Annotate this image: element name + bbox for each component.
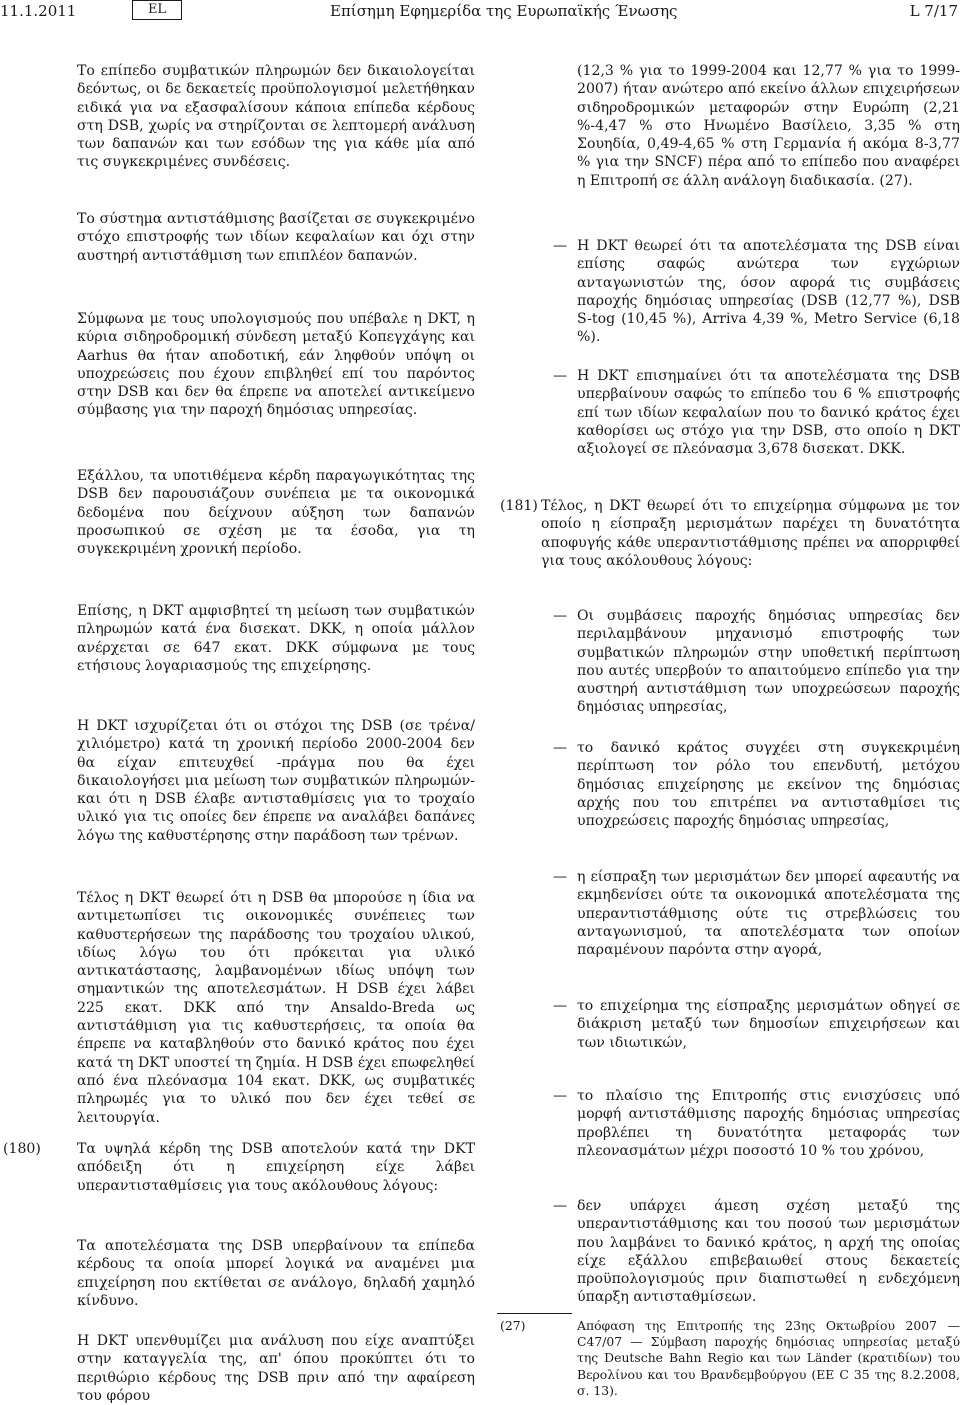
numbered-paragraph: [500, 497, 960, 570]
item-text: Σύμφωνα με τους υπολογισμούς που υπέβαλε η DKT, η κύρια σιδηροδρομική σύνδεση μεταξύ Κοπεγχάγης και Aarhus θα ήταν αποδοτική, εάν ληφθούν υπόψη οι υποχρεώσεις που έχουν επιβληθεί επί του παρόντος στην DSB και δεν θα έπρεπε να αποτελεί αντικείμενο σύμβασης για την παροχή δημόσιας υπηρεσίας.: [77, 311, 475, 419]
dash-marker: —: [553, 998, 568, 1014]
item-text: το δανικό κράτος συγχέει στη συγκεκριμένη περίπτωση τον ρόλο του επενδυτή, μετόχου δημόσιας επιχείρησης με εκείνον της δημόσιας αρχής που του επιτρέπει να αντισταθμίσει τις υποχρεώσεις παροχής δημόσιας υπηρεσίας,: [577, 740, 960, 830]
list-item: [553, 1197, 960, 1307]
paragraph-number: (181): [500, 498, 538, 514]
dash-marker: —: [553, 608, 568, 624]
list-item: [0, 1237, 475, 1310]
list-item: [553, 367, 960, 458]
list-item: [553, 607, 960, 717]
list-item: [553, 739, 960, 830]
list-item: [553, 237, 960, 347]
item-text: δεν υπάρχει άμεση σχέση μεταξύ της υπεραντιστάθμισης και του ποσού των μερισμάτων που λαμβάνει το δανικό κράτος, η αρχή της οποίας είχε εξάλλου επιβεβαιωθεί στους δεκαετείς προϋπολογισμούς πριν διαπιστωθεί η ενδεχόμενη ύπαρξη αντισταθμίσεων.: [577, 1198, 960, 1306]
list-item: [553, 868, 960, 959]
page-header: [0, 0, 960, 22]
dash-marker: —: [553, 869, 568, 885]
list-item: [0, 602, 475, 675]
footnote-number: (27): [500, 1318, 526, 1333]
item-text: (12,3 % για το 1999-2004 και 12,77 % για το 1999-2007) ήταν ανώτερο από εκείνο άλλων επιχειρήσεων σιδηροδρομικών μεταφορών στην Ευρώπη (2,21 %-4,47 % στο Ηνωμένο Βασίλειο, 3,35 % στη Σουηδία, 0,49-4,65 % στη Γερμανία ή ακόμα 8-3,77 % για την SNCF) πέρα από το επίπεδο που αναφέρει η Επιτροπή σε άλλη ανάλογη διαδικασία. (27).: [577, 63, 960, 189]
continued-paragraph: [577, 62, 960, 190]
item-text: Επίσης, η DKT αμφισβητεί τη μείωση των συμβατικών πληρωμών κατά ένα δισεκατ. DKK, η οποία μάλλον ανέρχεται σε 647 εκατ. DKK σύμφωνα με τους ετήσιους λογαριασμούς της επιχείρησης.: [77, 603, 475, 674]
dash-marker: —: [553, 1198, 568, 1214]
item-text: το πλαίσιο της Επιτροπής στις ενισχύσεις υπό μορφή αντιστάθμισης παροχής δημόσιας υπηρεσίας προβλέπει τη δυνατότητα μεταφοράς των πλεονασμάτων μέχρι ποσοστό 10 % του χρόνου,: [577, 1088, 960, 1159]
item-text: Το επίπεδο συμβατικών πληρωμών δεν δικαιολογείται δεόντως, οι δε δεκαετείς προϋπολογισμοί μελετήθηκαν ειδικά για να εξασφαλίσουν κάποια επίπεδα κέρδους στη DSB, χωρίς να στηρίζονται σε λεπτομερή ανάλυση των δαπανών και των εσόδων της για κάθε μία από τις συγκεκριμένες συνδέσεις.: [77, 63, 475, 171]
item-text: Τέλος η DKT θεωρεί ότι η DSB θα μπορούσε η ίδια να αντιμετωπίσει τις οικονομικές συνέπειες των καθυστερήσεων της παράδοσης του τροχαίου υλικού, ιδίως λόγω του ότι πρόκειται για υλικό αντικατάστασης, λαμβανομένων ιδίως υπόψη των σημαντικών της αποτελεσμάτων. Η DSB έχει λάβει 225 εκατ. DKK από την Ansaldo-Breda ως αντιστάθμιση για τις καθυστερήσεις, τα οποία θα έπρεπε να καταβληθούν στο δανικό κράτος που έχει κατά τη DKT υποστεί τη ζημία. Η DSB έχει επωφεληθεί από ένα πλεόνασμα 104 εκατ. DKK, ως συμβατικές πληρωμές για το υλικό που δεν έχει τεθεί σε λειτουργία.: [77, 890, 475, 1126]
footnote-text: Απόφαση της Επιτροπής της 23ης Οκτωβρίου 2007 — C47/07 — Σύμβαση παροχής δημόσιας υπηρεσίας μεταξύ της Deutsche Bahn Regio και των Länder (κρατιδίων) του Βερολίνου και του Βρανδεμβούργου (ΕΕ C 35 της 8.2.2008, σ. 13).: [577, 1318, 960, 1398]
footnote: [497, 1318, 960, 1399]
item-text: Τέλος, η DKT θεωρεί ότι το επιχείρημα σύμφωνα με τον οποίο η είσπραξη μερισμάτων παρέχει τη δυνατότητα αποφυγής κάθε υπεραντιστάθμισης πρέπει να απορριφθεί για τους ακόλουθους λόγους:: [541, 498, 960, 569]
list-item: [0, 62, 475, 172]
item-text: Η DKT επισημαίνει ότι τα αποτελέσματα της DSB υπερβαίνουν σαφώς το επίπεδο του 6 % επιστροφής επί των ιδίων κεφαλαίων που το δανικό κράτος έχει καθορίσει ως στόχο για την DSB, στο οποίο η DKT αξιολογεί σε πλεόνασμα 3,678 δισεκατ. DKK.: [577, 368, 960, 458]
page-number: L 7/17: [909, 2, 958, 20]
header-date: 11.1.2011: [0, 2, 77, 20]
journal-title: Επίσημη Εφημερίδα της Ευρωπαϊκής Ένωσης: [330, 2, 678, 20]
list-item: [0, 717, 475, 845]
item-text: η είσπραξη των μερισμάτων δεν μπορεί αφεαυτής να εκμηδενίσει ούτε τα οικονομικά αποτελέσματα της υπεραντιστάθμισης ούτε τις στρεβλώσεις του ανταγωνισμού, τα αποτελέσματα των οποίων παραμένουν παρόντα στην αγορά,: [577, 869, 960, 959]
list-item: [0, 889, 475, 1127]
item-text: Οι συμβάσεις παροχής δημόσιας υπηρεσίας δεν περιλαμβάνουν μηχανισμό επιστροφής των συμβατικών πληρωμών στην υποθετική περίπτωση που αυτές υπερβούν το απαιτούμενο επίπεδο για την αυστηρή αντιστάθμιση των υποχρεώσεων παροχής δημόσιας υπηρεσίας,: [577, 608, 960, 716]
item-text: το επιχείρημα της είσπραξης μερισμάτων οδηγεί σε διάκριση μεταξύ των δημοσίων επιχειρήσεων και των ιδιωτικών,: [577, 998, 960, 1051]
list-item: [553, 997, 960, 1052]
item-text: Εξάλλου, τα υποτιθέμενα κέρδη παραγωγικότητας της DSB δεν παρουσιάζουν συνέπεια με τα οικονομικά δεδομένα που δείχνουν αύξηση των δαπανών προσωπικού σε σχέση με τα έσοδα, για τη συγκεκριμένη χρονική περίοδο.: [77, 468, 475, 558]
list-item: [0, 467, 475, 558]
item-text: Το σύστημα αντιστάθμισης βασίζεται σε συγκεκριμένο στόχο επιστροφής των ιδίων κεφαλαίων και όχι στην αυστηρή αντιστάθμιση των επιπλέον δαπανών.: [77, 211, 475, 264]
dash-marker: —: [553, 740, 568, 756]
paragraph-number: (180): [3, 1141, 41, 1157]
item-text: Η DKT θεωρεί ότι τα αποτελέσματα της DSB είναι επίσης σαφώς ανώτερα των εγχώριων ανταγωνιστών της, όσον αφορά τις συμβάσεις παροχής δημόσιας υπηρεσίας (DSB (12,77 %), DSB S-tog (10,45 %), Arriva 4,39 %, Metro Service (6,18 %).: [577, 238, 960, 346]
list-item: [553, 1087, 960, 1160]
dash-marker: —: [553, 238, 568, 254]
dash-marker: —: [553, 1088, 568, 1104]
list-item: [0, 310, 475, 420]
footnote-divider: [497, 1313, 572, 1314]
item-text: Η DKT ισχυρίζεται ότι οι στόχοι της DSB (σε τρένα/χιλιόμετρο) κατά τη χρονική περίοδο 2000-2004 δεν θα είχαν επιτευχθεί -πράγμα που θα έχει δικαιολογήσει μια μείωση των συμβατικών πληρωμών- και ότι η DSB έλαβε αντισταθμίσεις για το τροχαίο υλικό για τις οποίες δεν έπρεπε να αναλάβει δαπάνες λόγω της καθυστέρησης στην παράδοση των τρένων.: [77, 718, 475, 844]
language-badge: EL: [132, 0, 182, 20]
item-text: Τα υψηλά κέρδη της DSB αποτελούν κατά την DKT απόδειξη ότι η επιχείρηση είχε λάβει υπεραντισταθμίσεις για τους ακόλουθους λόγους:: [77, 1141, 475, 1194]
item-text: Η DKT υπενθυμίζει μια ανάλυση που είχε αναπτύξει στην καταγγελία της, απ' όπου προκύπτει ότι το περιθώριο κέρδους της DSB πριν από την αφαίρεση του φόρου: [77, 1333, 475, 1404]
numbered-paragraph: [3, 1140, 475, 1195]
dash-marker: —: [553, 368, 568, 384]
list-item: [0, 1332, 475, 1405]
item-text: Τα αποτελέσματα της DSB υπερβαίνουν τα επίπεδα κέρδους τα οποία μπορεί λογικά να αναμένει μια επιχείρηση που εκτίθεται σε ανάλογο, δηλαδή χαμηλό κίνδυνο.: [77, 1238, 475, 1309]
list-item: [0, 210, 475, 265]
